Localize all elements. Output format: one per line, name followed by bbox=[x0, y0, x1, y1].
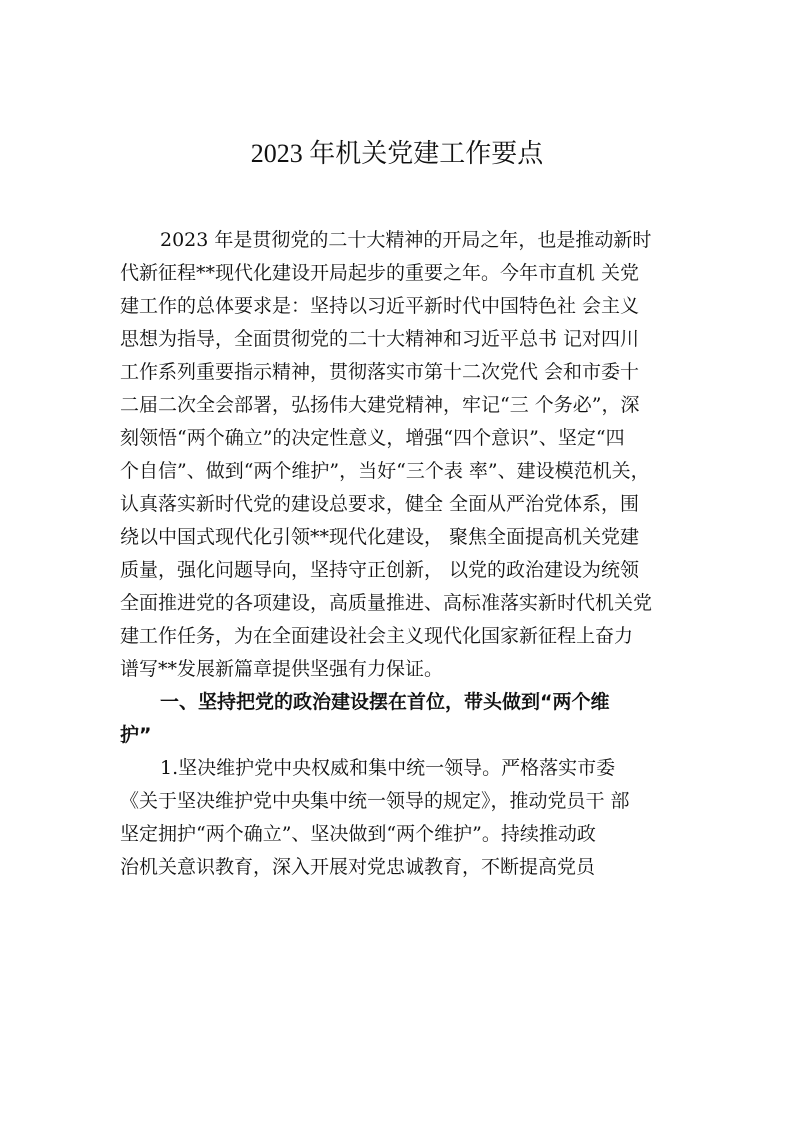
intro-line: 建工作的总体要求是：坚持以习近平新时代中国特色社 会主义 bbox=[120, 295, 640, 317]
intro-line: 代新征程**现代化建设开局起步的重要之年。今年市直机 关党 bbox=[120, 262, 640, 284]
section-item-line: 1.坚决维护党中央权威和集中统一领导。严格落实市委 bbox=[160, 757, 616, 779]
intro-line: 刻领悟“两个确立”的决定性意义，增强“四个意识”、坚定“四 bbox=[120, 427, 625, 449]
section-item-line: 治机关意识教育，深入开展对党忠诚教育，不断提高党员 bbox=[120, 856, 596, 878]
document-title: 2023 年机关党建工作要点 bbox=[250, 139, 544, 168]
intro-line: 工作系列重要指示精神，贯彻落实市第十二次党代 会和市委十 bbox=[120, 361, 640, 383]
intro-line: 全面推进党的各项建设，高质量推进、高标准落实新时代机关党 bbox=[120, 592, 653, 614]
intro-line: 质量，强化问题导向，坚持守正创新， 以党的政治建设为统领 bbox=[120, 559, 640, 581]
intro-line: 谱写**发展新篇章提供坚强有力保证。 bbox=[120, 658, 444, 680]
intro-line: 绕以中国式现代化引领**现代化建设， 聚焦全面提高机关党建 bbox=[120, 526, 640, 548]
section-heading: 一、坚持把党的政治建设摆在首位，带头做到“两个维 bbox=[160, 691, 610, 713]
section-item-line: 坚定拥护“两个确立”、坚决做到“两个维护”。持续推动政 bbox=[120, 823, 596, 845]
intro-line: 建工作任务，为在全面建设社会主义现代化国家新征程上奋力 bbox=[120, 625, 634, 647]
intro-line: 个自信”、做到“两个维护”，当好“三个表 率”、建设模范机关， bbox=[120, 460, 650, 482]
intro-line: 二届二次全会部署，弘扬伟大建党精神，牢记“三 个务必”，深 bbox=[120, 394, 640, 416]
intro-line: 认真落实新时代党的建设总要求，健全 全面从严治党体系，围 bbox=[120, 493, 640, 515]
intro-line: 2023 年是贯彻党的二十大精神的开局之年，也是推动新时 bbox=[160, 229, 652, 251]
section-item-line: 《关于坚决维护党中央集中统一领导的规定》，推动党员干 部 bbox=[120, 790, 630, 812]
section-heading: 护” bbox=[120, 724, 152, 746]
intro-line: 思想为指导，全面贯彻党的二十大精神和习近平总书 记对四川 bbox=[120, 328, 640, 350]
